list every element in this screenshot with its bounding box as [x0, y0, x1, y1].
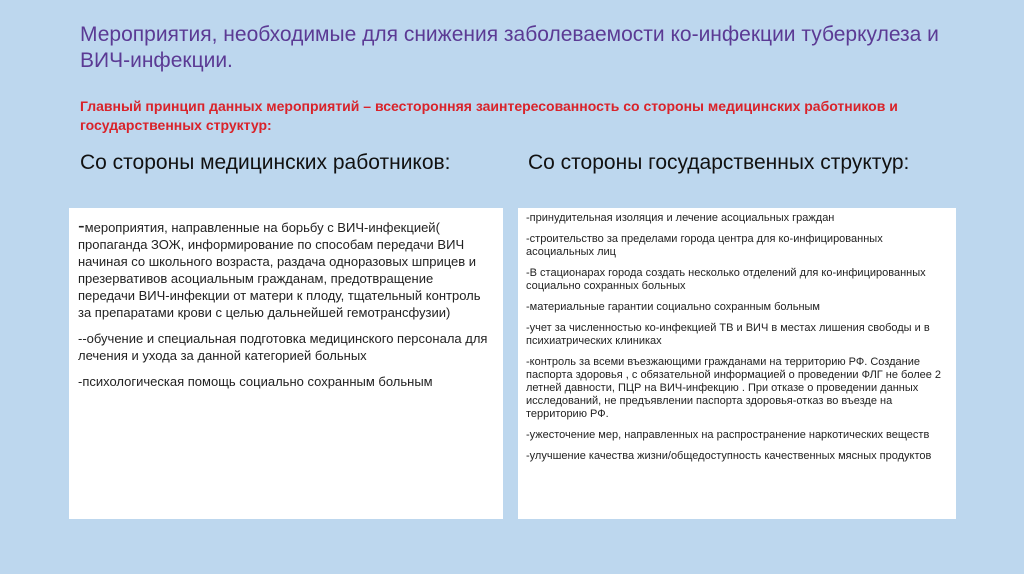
- left-column-heading: Со стороны медицинских работников:: [80, 151, 451, 174]
- right-item-2: -строительство за пределами города центра для ко-инфицированных асоциальных лиц: [526, 233, 883, 258]
- left-item-1: [78, 215, 491, 321]
- right-item-1: -принудительная изоляция и лечение асоциальных граждан: [526, 212, 835, 224]
- right-content-box: [518, 208, 956, 519]
- right-column-heading: Со стороны государственных структур:: [528, 151, 910, 174]
- left-item-1-text: мероприятия, направленные на борьбу с ВИЧ-инфекцией( пропаганда ЗОЖ, информирование по способам передачи ВИЧ начиная со школьного возраста, раздача одноразовых шприцев и презервативов асоциальным гражданам, предотвращение передачи ВИЧ-инфекции от матери к плоду, тщательный контроль за препаратами крови с целью дальнейшей гемотрансфузии): [78, 220, 481, 320]
- slide-title: Мероприятия, необходимые для снижения заболеваемости ко-инфекции туберкулеза и ВИЧ-инфекции.: [80, 23, 939, 72]
- left-content-box: [69, 208, 503, 519]
- right-item-7: -ужесточение мер, направленных на распространение наркотических веществ: [526, 429, 930, 441]
- left-item-1-dash: -: [78, 215, 85, 237]
- slide-subtitle: Главный принцип данных мероприятий – всесторонняя заинтересованность со стороны медицинских работников и государственных структур:: [80, 98, 898, 133]
- right-item-6: -контроль за всеми въезжающими гражданами на территорию РФ. Создание паспорта здоровья , с обязательной информацией о проведении ФЛГ не более 2 летней давности, ПЦР на ВИЧ-инфекцию . При отказе о проведении данных исследований, не предъявлении паспорта здоровья-отказ во въезде на территорию РФ.: [526, 356, 942, 420]
- right-item-8: -улучшение качества жизни/общедоступность качественных мясных продуктов: [526, 450, 932, 462]
- right-item-5: -учет за численностью ко-инфекцией ТВ и ВИЧ в местах лишения свободы и в психиатрических клиниках: [526, 322, 930, 347]
- right-item-4: -материальные гарантии социально сохранным больным: [526, 301, 820, 313]
- right-item-3: -В стационарах города создать несколько отделений для ко-инфицированных социально сохранных больных: [526, 267, 926, 292]
- left-item-3: -психологическая помощь социально сохранным больным: [78, 374, 433, 389]
- left-item-2: --обучение и специальная подготовка медицинского персонала для лечения и ухода за данной категорией больных: [78, 331, 488, 363]
